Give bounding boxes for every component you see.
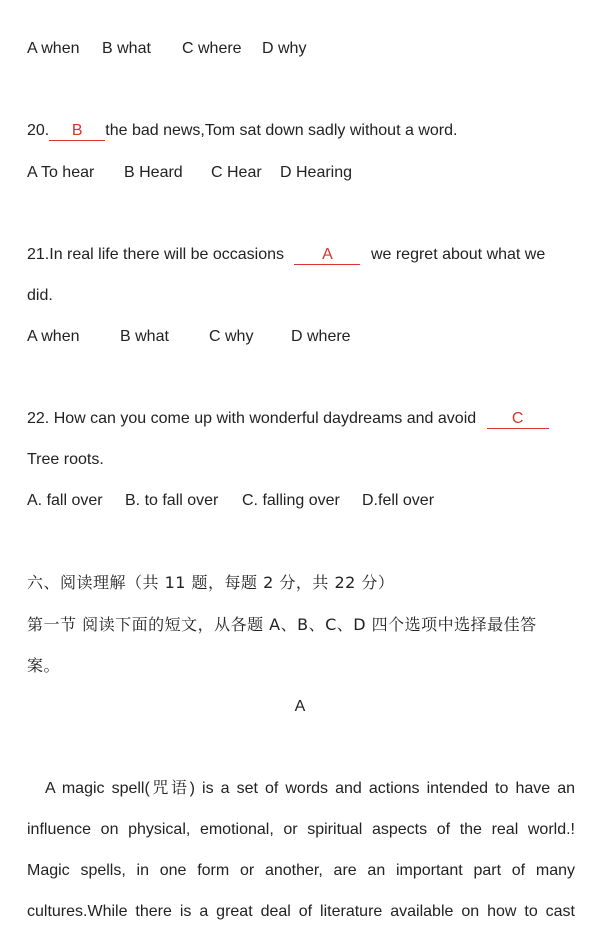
q21-stem bbox=[27, 244, 545, 266]
section-instruction-line2: 案。 bbox=[27, 656, 61, 675]
q22-stem bbox=[27, 408, 549, 430]
q22-stem-cont: Tree roots. bbox=[27, 451, 104, 468]
q20-option-b: B Heard bbox=[124, 164, 183, 181]
q22-options bbox=[27, 490, 434, 512]
q21-option-b: B what bbox=[120, 328, 169, 345]
q21-option-a: A when bbox=[27, 328, 80, 345]
q21-stem-cont: did. bbox=[27, 287, 53, 304]
q21-stem-start: 21.In real life there will be occasions bbox=[27, 246, 285, 263]
passage-label: A bbox=[294, 698, 306, 715]
q21-option-d: D where bbox=[291, 328, 351, 345]
q21-option-c: C why bbox=[209, 328, 254, 345]
q22-answer: C bbox=[487, 410, 549, 429]
passage-line-4: cultures.While there is a great deal of literature available on how to cast bbox=[27, 903, 575, 920]
q22-stem-start: 22. How can you come up with wonderful daydreams and avoid bbox=[27, 410, 477, 427]
q20-stem bbox=[27, 120, 457, 142]
q22-option-a: A. fall over bbox=[27, 492, 103, 509]
section-instruction-line1: 第一节 阅读下面的短文，从各题 A、B、C、D 四个选项中选择最佳答 bbox=[27, 615, 537, 634]
passage-line-3: Magic spells, in one form or another, are an important part of many bbox=[27, 862, 575, 879]
q20-number: 20. bbox=[27, 122, 50, 139]
q22-option-c: C. falling over bbox=[242, 492, 340, 509]
section-heading: 六、阅读理解（共 11 题，每题 2 分，共 22 分） bbox=[27, 573, 395, 592]
passage-line-1: A magic spell(咒语) is a set of words and actions intended to have an bbox=[45, 780, 575, 797]
q19-option-c: C where bbox=[182, 40, 242, 57]
q19-option-d: D why bbox=[262, 40, 307, 57]
q19-option-a: A when bbox=[27, 40, 80, 57]
q21-stem-end: we regret about what we bbox=[370, 246, 546, 263]
q19-options bbox=[27, 38, 306, 60]
q22-option-b: B. to fall over bbox=[125, 492, 219, 509]
q20-answer: B bbox=[49, 122, 105, 141]
passage-line-2: influence on physical, emotional, or spiritual aspects of the real world.! bbox=[27, 821, 575, 838]
q20-option-a: A To hear bbox=[27, 164, 95, 181]
q20-options bbox=[27, 162, 352, 184]
q20-text: the bad news,Tom sat down sadly without a word. bbox=[105, 122, 458, 139]
q21-options bbox=[27, 326, 351, 348]
q22-option-d: D.fell over bbox=[362, 492, 435, 509]
q20-option-c: C Hear bbox=[211, 164, 262, 181]
q19-option-b: B what bbox=[102, 40, 151, 57]
q20-option-d: D Hearing bbox=[280, 164, 353, 181]
q21-answer: A bbox=[294, 246, 360, 265]
